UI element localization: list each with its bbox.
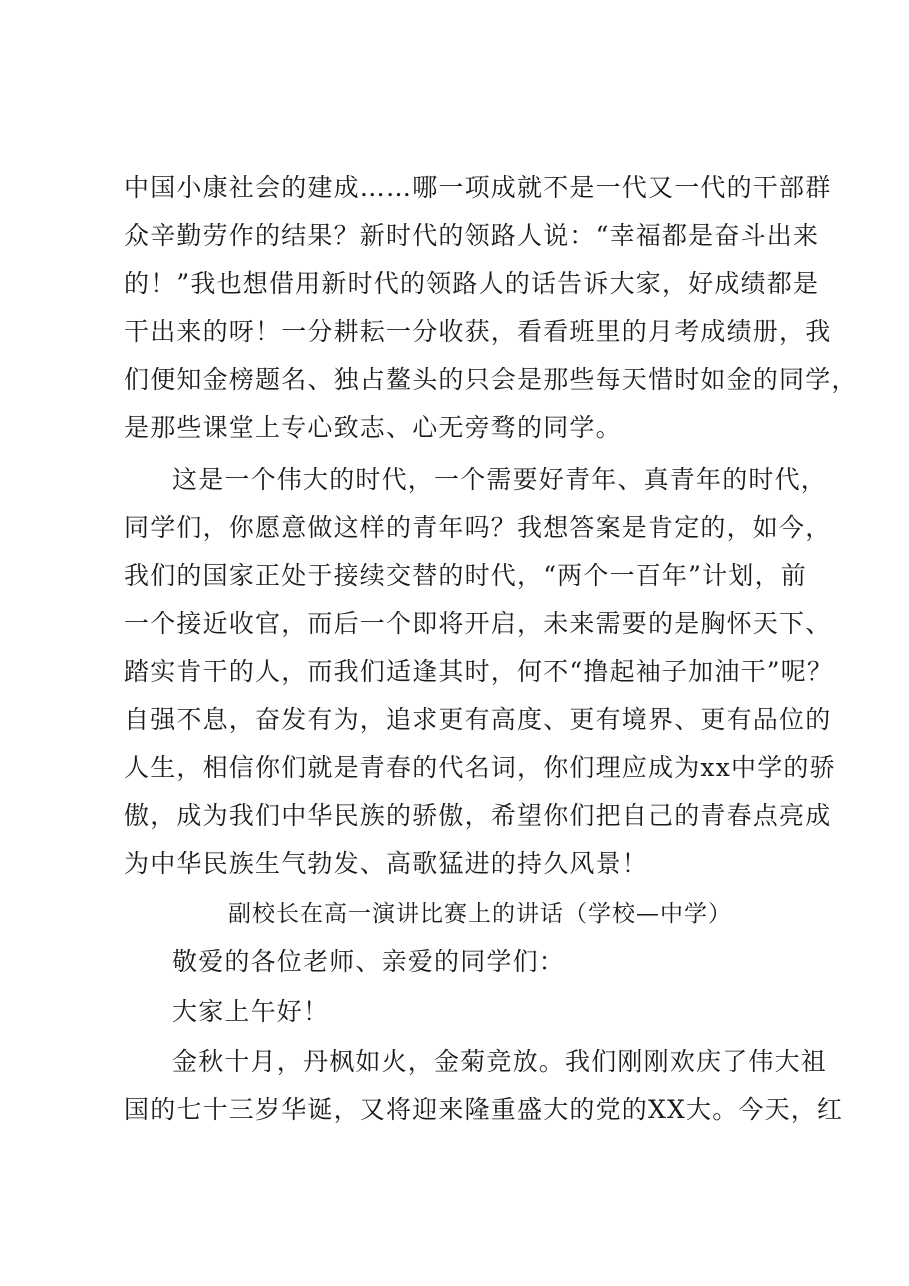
- speech-title: 副校长在高一演讲比赛上的讲话（学校—中学）: [228, 901, 732, 927]
- paragraph-line: 自强不息，奋发有为，追求更有高度、更有境界、更有品位的: [124, 705, 832, 734]
- greeting: 大家上午好！: [172, 997, 330, 1026]
- paragraph-line: 我们的国家正处于接续交替的时代，“两个一百年”计划，前: [124, 561, 807, 590]
- paragraph-line: 人生，相信你们就是青春的代名词，你们理应成为xx中学的骄: [124, 753, 836, 782]
- paragraph-line: 金秋十月，丹枫如火，金菊竞放。我们刚刚欢庆了伟大祖: [172, 1047, 828, 1076]
- paragraph-line: 中国小康社会的建成……哪一项成就不是一代又一代的干部群: [124, 173, 832, 202]
- paragraph-line: 这是一个伟大的时代，一个需要好青年、真青年的时代，: [172, 465, 828, 494]
- paragraph-line: 同学们，你愿意做这样的青年吗？我想答案是肯定的，如今，: [124, 513, 832, 542]
- paragraph-line: 踏实肯干的人，而我们适逢其时，何不“撸起袖子加油干”呢？: [124, 657, 834, 686]
- paragraph-line: 一个接近收官，而后一个即将开启，未来需要的是胸怀天下、: [124, 609, 832, 638]
- paragraph-line: 为中华民族生气勃发、高歌猛进的持久风景！: [124, 849, 649, 878]
- paragraph-line: 们便知金榜题名、独占鳌头的只会是那些每天惜时如金的同学，: [124, 365, 858, 394]
- salutation: 敬爱的各位老师、亲爱的同学们：: [172, 947, 566, 976]
- paragraph-line: 傲，成为我们中华民族的骄傲，希望你们把自己的青春点亮成: [124, 801, 832, 830]
- paragraph-line: 众辛勤劳作的结果？新时代的领路人说：“幸福都是奋斗出来: [124, 221, 820, 250]
- paragraph-line: 的！”我也想借用新时代的领路人的话告诉大家，好成绩都是: [124, 269, 820, 298]
- paragraph-line: 干出来的呀！一分耕耘一分收获，看看班里的月考成绩册，我: [124, 317, 832, 346]
- paragraph-line: 国的七十三岁华诞，又将迎来隆重盛大的党的XX大。今天，红: [124, 1095, 844, 1124]
- paragraph-line: 是那些课堂上专心致志、心无旁骛的同学。: [124, 413, 622, 442]
